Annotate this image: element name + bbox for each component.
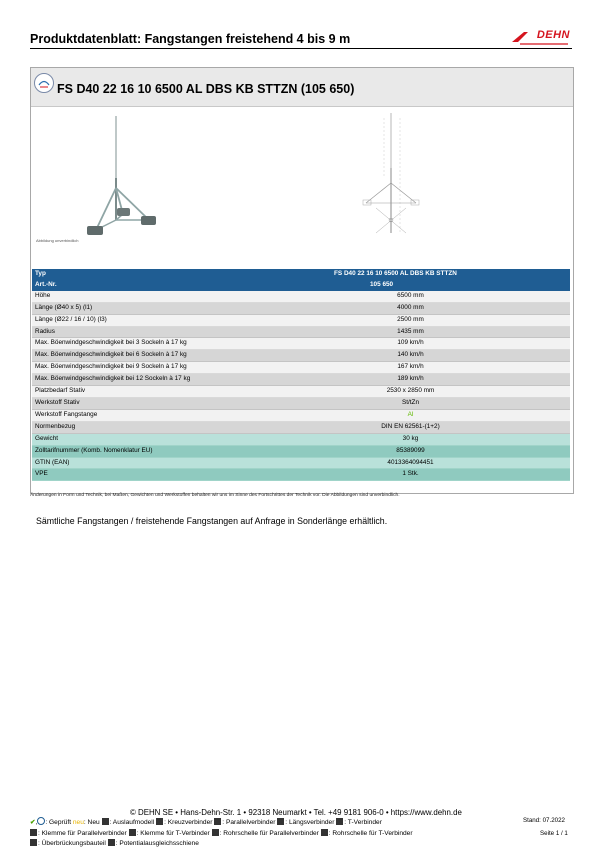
row-label: Max. Böenwindgeschwindigkeit bei 6 Sockeln à 17 kg xyxy=(32,350,298,362)
article-number-row xyxy=(32,280,570,291)
row-value: 6500 mm xyxy=(298,291,523,302)
article-number-value: 105 650 xyxy=(298,280,523,291)
row-label: Gewicht xyxy=(32,433,298,445)
row-value: St/tZn xyxy=(298,397,523,409)
row-label: Zolltarifnummer (Komb. Nomenklatur EU) xyxy=(32,445,298,457)
parallel-connector-icon xyxy=(214,818,221,825)
row-label: GTIN (EAN) xyxy=(32,457,298,469)
discontinued-icon xyxy=(102,818,109,825)
row-label: Werkstoff Fangstange xyxy=(32,409,298,421)
product-frame xyxy=(30,67,574,494)
row-value: 85389099 xyxy=(298,445,523,457)
row-label: Platzbedarf Stativ xyxy=(32,386,298,398)
page-header xyxy=(30,30,572,49)
table-row xyxy=(32,302,570,314)
table-row xyxy=(32,421,570,433)
table-row xyxy=(32,362,570,374)
row-label: VPE xyxy=(32,469,298,481)
row-label: Normenbezug xyxy=(32,421,298,433)
row-value: 140 km/h xyxy=(298,350,523,362)
parallel-pipe-clamp-icon xyxy=(212,829,219,836)
table-row xyxy=(32,350,570,362)
article-number-label: Art.-Nr. xyxy=(32,280,298,291)
product-photo xyxy=(41,108,191,248)
table-row xyxy=(32,469,570,481)
cross-connector-icon xyxy=(156,818,163,825)
t-connector-icon xyxy=(336,818,343,825)
row-value: 1 Stk. xyxy=(298,469,523,481)
row-value: 167 km/h xyxy=(298,362,523,374)
image-caption: Abbildung unverbindlich xyxy=(36,238,79,243)
row-label: Max. Böenwindgeschwindigkeit bei 9 Sockeln à 17 kg xyxy=(32,362,298,374)
row-value: 2500 mm xyxy=(298,314,523,326)
product-title: FS D40 22 16 10 6500 AL DBS KB STTZN (105 650) xyxy=(57,82,355,96)
table-row xyxy=(32,291,570,302)
table-header-row xyxy=(32,269,570,280)
table-row xyxy=(32,409,570,421)
new-icon: neu xyxy=(72,819,84,826)
table-row xyxy=(32,397,570,409)
table-row xyxy=(32,326,570,338)
row-value: DIN EN 62561-(1+2) xyxy=(298,421,523,433)
row-value: 109 km/h xyxy=(298,338,523,350)
table-row xyxy=(32,314,570,326)
row-label: Länge (Ø22 / 16 / 10) (l3) xyxy=(32,314,298,326)
logo-text: DEHN xyxy=(536,29,570,41)
product-header xyxy=(31,68,573,107)
row-value: 1435 mm xyxy=(298,326,523,338)
technical-drawing xyxy=(356,108,426,243)
checkmark-icon: ✔ xyxy=(30,819,36,826)
bridging-component-icon xyxy=(30,839,37,846)
row-label: Radius xyxy=(32,326,298,338)
row-value: 4013364094451 xyxy=(298,457,523,469)
row-value: Al xyxy=(298,409,523,421)
table-row xyxy=(32,457,570,469)
row-label: Max. Böenwindgeschwindigkeit bei 12 Sockeln à 17 kg xyxy=(32,374,298,386)
row-label: Länge (Ø40 x 5) (l1) xyxy=(32,302,298,314)
longitudinal-connector-icon xyxy=(277,818,284,825)
table-row xyxy=(32,445,570,457)
parallel-clamp-icon xyxy=(30,829,37,836)
t-pipe-clamp-icon xyxy=(321,829,328,836)
equipotential-bar-icon xyxy=(108,839,115,846)
spec-table xyxy=(32,269,570,481)
availability-note: Sämtliche Fangstangen / freistehende Fangstangen auf Anfrage in Sonderlänge erhältlich. xyxy=(36,516,388,526)
footer-page: Seite 1 / 1 xyxy=(540,830,568,837)
page-title: Produktdatenblatt: Fangstangen freistehend 4 bis 9 m xyxy=(30,32,351,46)
row-value: 189 km/h xyxy=(298,374,523,386)
table-row xyxy=(32,386,570,398)
footer-address: © DEHN SE • Hans-Dehn-Str. 1 • 92318 Neumarkt • Tel. +49 9181 906-0 • https://www.dehn.de xyxy=(130,808,462,817)
row-label: Max. Böenwindgeschwindigkeit bei 3 Sockeln à 17 kg xyxy=(32,338,298,350)
row-value: 2530 x 2850 mm xyxy=(298,386,523,398)
row-label: Werkstoff Stativ xyxy=(32,397,298,409)
product-icon xyxy=(34,73,54,93)
type-label: Typ xyxy=(32,269,298,280)
disclaimer: Änderungen in Form und Technik, bei Maßen, Gewichten und Werkstoffen behalten wir uns im Sinne des Fortschrittes der Technik vor. Die Abbildungen sind unverbindlich. xyxy=(30,493,400,498)
type-value: FS D40 22 16 10 6500 AL DBS KB STTZN xyxy=(298,269,523,280)
dehn-logo xyxy=(510,27,572,47)
symbol-legend: ✔, : Geprüft neu: Neu : Auslaufmodell : Kreuzverbinder : Parallelverbinder : Längsverbinder : T-Verbinder : Klemme für Parallelverbinder : Klemme für T-Verbinder : Rohrschelle für Parallelverbinder : Rohrschelle für T-Verbinder : Überbrückungsbauteil : Potentialausgleichsschiene xyxy=(30,819,413,847)
row-value: 30 kg xyxy=(298,433,523,445)
product-badge-icon xyxy=(35,74,53,92)
row-label: Höhe xyxy=(32,291,298,302)
footer-date: Stand: 07.2022 xyxy=(523,817,565,824)
table-row xyxy=(32,338,570,350)
table-row xyxy=(32,374,570,386)
table-row xyxy=(32,433,570,445)
t-clamp-icon xyxy=(129,829,136,836)
row-value: 4000 mm xyxy=(298,302,523,314)
